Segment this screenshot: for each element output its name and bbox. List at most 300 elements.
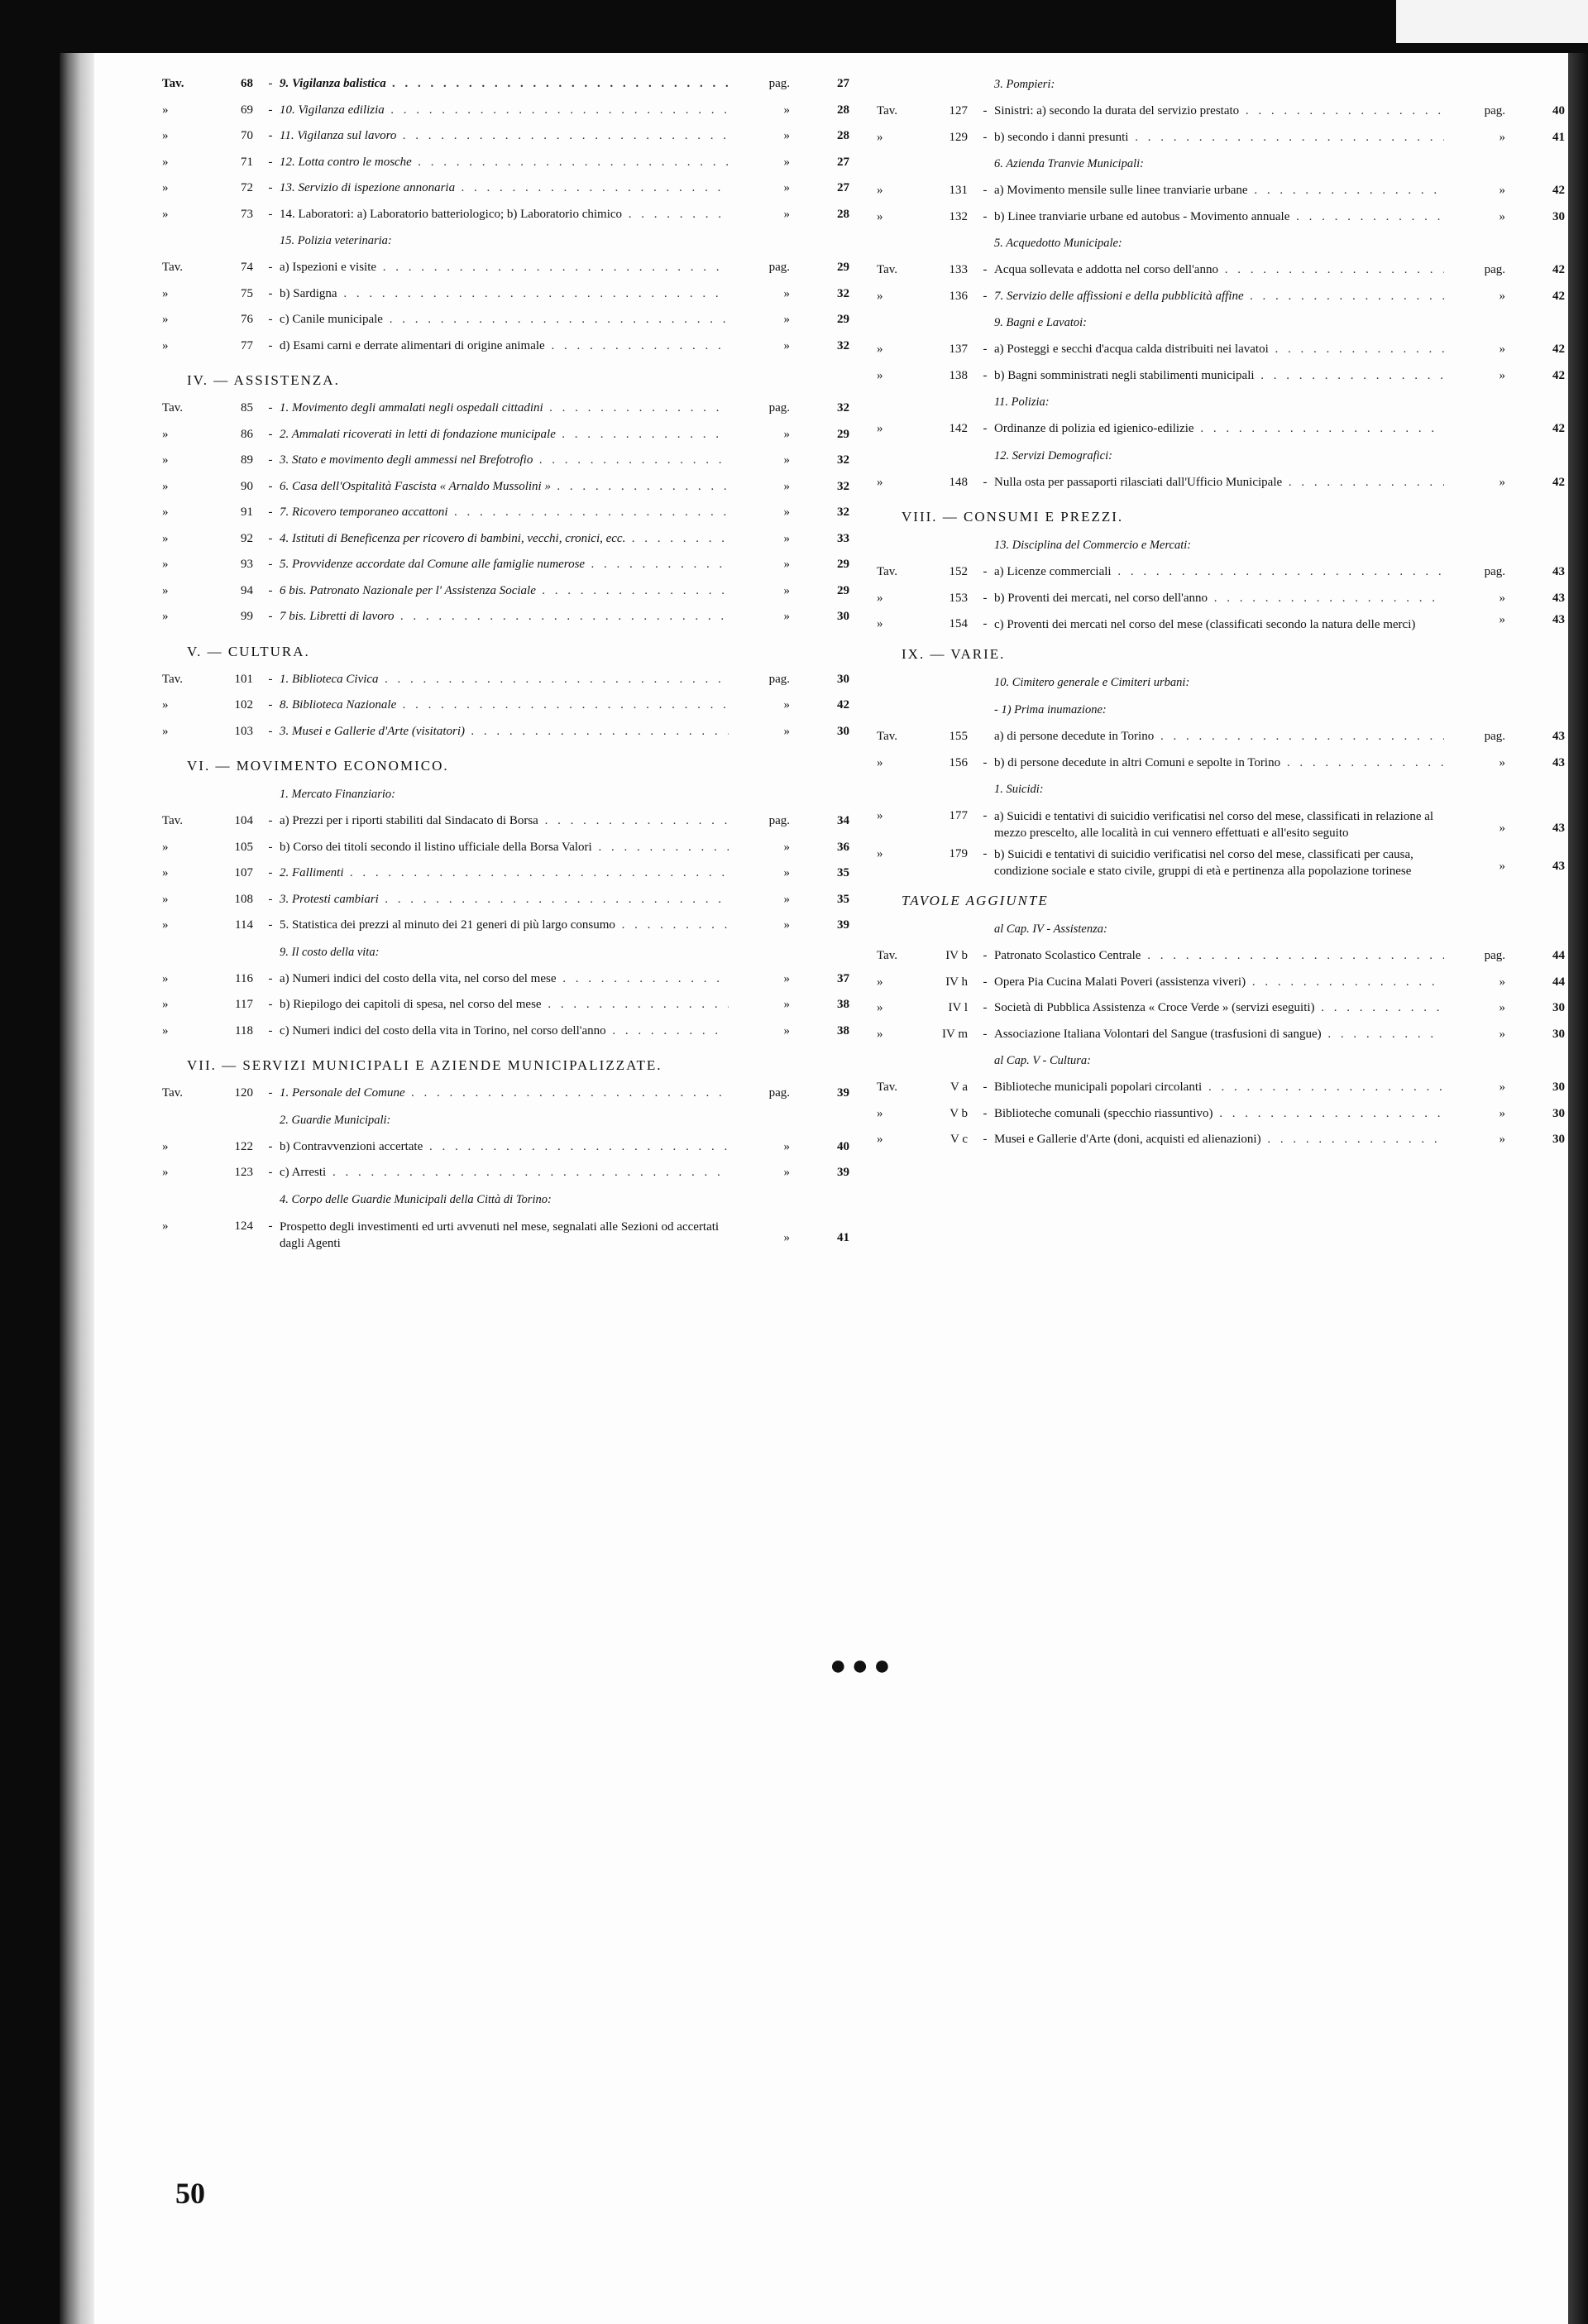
subsection-heading: 10. Cimitero generale e Cimiteri urbani:	[994, 676, 1190, 689]
table-label: »	[877, 184, 883, 197]
subsection-heading: 2. Guardie Municipali:	[280, 1113, 391, 1127]
page-reference: 29	[837, 558, 849, 571]
page-label: pag.	[1484, 565, 1505, 578]
page-label: »	[1499, 1133, 1505, 1146]
entry-title: 3. Stato e movimento degli ammessi nel Brefotrofio . . .	[280, 448, 729, 474]
entry-title: a) Posteggi e secchi d'acqua calda distribuiti nei lavatoi . . .	[994, 337, 1444, 363]
table-number: 107	[234, 866, 253, 879]
index-entry	[162, 175, 853, 202]
subsection-heading: 6. Azienda Tranvie Municipali:	[994, 157, 1144, 170]
entry-title: a) Licenze commerciali . . .	[994, 559, 1444, 586]
page-label: »	[783, 155, 790, 169]
table-number: 85	[241, 401, 253, 414]
index-entry	[877, 611, 1568, 633]
separator-dash: -	[268, 724, 273, 738]
page-reference: 36	[837, 840, 849, 854]
index-entry	[877, 1101, 1568, 1128]
page-label: »	[783, 181, 790, 194]
page-label: »	[783, 724, 790, 738]
separator-dash: -	[268, 129, 273, 142]
index-entry	[162, 1134, 853, 1161]
table-number: 129	[949, 130, 968, 144]
page-label: »	[783, 892, 790, 906]
table-label: »	[162, 610, 169, 623]
subsection-heading: 3. Pompieri:	[994, 78, 1055, 91]
page-label: »	[1499, 368, 1505, 382]
index-entry	[162, 1160, 853, 1186]
table-label: »	[162, 1139, 169, 1153]
index-entry	[162, 1214, 853, 1252]
table-label: »	[877, 1133, 883, 1146]
page-reference: 30	[837, 610, 849, 623]
table-number: 89	[241, 453, 253, 467]
table-number: 101	[234, 672, 253, 686]
index-entry	[877, 1075, 1568, 1101]
entry-title: Biblioteche municipali popolari circolanti . . .	[994, 1075, 1444, 1101]
index-entry	[877, 995, 1568, 1022]
table-number: 68	[241, 77, 253, 90]
table-number: V a	[950, 1081, 968, 1094]
page-reference: 42	[1552, 422, 1565, 435]
table-label: »	[162, 103, 169, 117]
table-number: 72	[241, 181, 253, 194]
index-entry	[162, 604, 853, 630]
section-heading: IV. — ASSISTENZA.	[187, 372, 340, 388]
table-number: 154	[949, 617, 968, 630]
entry-title: b) Riepilogo dei capitoli di spesa, nel corso del mese . . .	[280, 992, 729, 1018]
page-label: »	[1499, 209, 1505, 223]
entry-title: Associazione Italiana Volontari del Sangue (trasfusioni di sangue) . . .	[994, 1022, 1444, 1048]
separator-dash: -	[268, 338, 273, 352]
table-label: »	[162, 1166, 169, 1179]
page-label: »	[783, 971, 790, 985]
table-label: Tav.	[877, 263, 898, 276]
entry-title: 6 bis. Patronato Nazionale per l' Assistenza Sociale . . .	[280, 578, 729, 605]
page-reference: 34	[837, 814, 849, 827]
page-reference: 32	[837, 401, 849, 414]
entry-title: 7. Servizio delle affissioni e della pubblicità affine . . .	[994, 284, 1444, 310]
table-number: 74	[241, 261, 253, 274]
subsection-heading: - 1) Prima inumazione:	[994, 703, 1107, 716]
page-reference: 32	[837, 338, 849, 352]
separator-dash: -	[268, 506, 273, 519]
entry-title: Opera Pia Cucina Malati Poveri (assistenza viveri) . . .	[994, 970, 1444, 996]
table-number: 136	[949, 289, 968, 303]
separator-dash: -	[983, 209, 988, 223]
page-reference: 41	[1552, 130, 1565, 144]
entry-title: b) Bagni somministrati negli stabilimenti municipali . . .	[994, 363, 1444, 390]
page-label: »	[783, 313, 790, 326]
page-reference: 35	[837, 892, 849, 906]
table-label: »	[162, 971, 169, 985]
separator-dash: -	[268, 610, 273, 623]
page-reference: 42	[837, 698, 849, 712]
table-number: 117	[235, 998, 253, 1011]
separator-dash: -	[983, 1106, 988, 1120]
index-entry	[162, 887, 853, 913]
index-entry	[877, 1022, 1568, 1048]
subsection-heading: 9. Il costo della vita:	[280, 945, 380, 959]
table-label: Tav.	[162, 77, 184, 90]
section-heading: TAVOLE AGGIUNTE	[902, 893, 1049, 908]
separator-dash: -	[268, 531, 273, 545]
page-label: »	[1499, 1027, 1505, 1041]
page-label: »	[1499, 343, 1505, 356]
index-entry	[162, 913, 853, 939]
table-label: »	[877, 847, 883, 860]
table-label: »	[162, 506, 169, 519]
index-entry	[162, 860, 853, 887]
entry-title: b) Contravvenzioni accertate . . .	[280, 1134, 729, 1161]
table-number: 93	[241, 558, 253, 571]
table-number: IV b	[945, 949, 968, 962]
separator-dash: -	[983, 565, 988, 578]
entry-title: Biblioteche comunali (specchio riassuntivo) . . .	[994, 1101, 1444, 1128]
page-reference: 38	[837, 998, 849, 1011]
entry-title: a) Prezzi per i riporti stabiliti dal Sindacato di Borsa . . .	[280, 808, 729, 835]
index-column-right	[877, 71, 1568, 1153]
index-entry	[877, 204, 1568, 231]
table-label: »	[877, 591, 883, 605]
index-entry	[162, 422, 853, 448]
page-reference: 32	[837, 453, 849, 467]
page-reference: 30	[1552, 1133, 1565, 1146]
entry-title: Sinistri: a) secondo la durata del servizio prestato . . .	[994, 98, 1444, 125]
separator-dash: -	[268, 313, 273, 326]
table-number: 69	[241, 103, 253, 117]
entry-title: 12. Lotta contro le mosche . . .	[280, 150, 729, 176]
table-number: 133	[949, 263, 968, 276]
page-reference: 38	[837, 1023, 849, 1037]
page-label: »	[783, 698, 790, 712]
page-reference: 43	[1552, 591, 1565, 605]
scan-left-border	[0, 53, 60, 2324]
subsection-heading: 5. Acquedotto Municipale:	[994, 237, 1122, 250]
page-label: »	[783, 453, 790, 467]
index-entry	[162, 448, 853, 474]
table-label: »	[162, 892, 169, 906]
entry-title: 7 bis. Libretti di lavoro . . .	[280, 604, 729, 630]
table-label: »	[877, 130, 883, 144]
table-number: 148	[949, 475, 968, 489]
page-label: »	[1499, 612, 1505, 626]
entry-title: Musei e Gallerie d'Arte (doni, acquisti ed alienazioni) . . .	[994, 1127, 1444, 1153]
separator-dash: -	[268, 427, 273, 441]
subsection-heading: 11. Polizia:	[994, 395, 1050, 409]
index-entry	[162, 98, 853, 124]
page-label: »	[783, 918, 790, 932]
table-number: 120	[234, 1086, 253, 1100]
separator-dash: -	[983, 263, 988, 276]
page-reference: 29	[837, 261, 849, 274]
page-label: »	[1499, 821, 1505, 835]
entry-title: Ordinanze di polizia ed igienico-edilizie . . .	[994, 416, 1444, 443]
table-number: 71	[241, 155, 253, 169]
separator-dash: -	[268, 892, 273, 906]
index-entry	[162, 966, 853, 993]
table-number: 138	[949, 368, 968, 382]
separator-dash: -	[983, 591, 988, 605]
entry-title: Nulla osta per passaporti rilasciati dall'Ufficio Municipale . . .	[994, 470, 1444, 496]
page-reference: 35	[837, 866, 849, 879]
page-label: pag.	[768, 814, 790, 827]
separator-dash: -	[268, 181, 273, 194]
index-entry	[877, 363, 1568, 390]
separator-dash: -	[268, 453, 273, 467]
page-reference: 33	[837, 531, 849, 545]
separator-dash: -	[983, 422, 988, 435]
page-label: »	[783, 998, 790, 1011]
separator-dash: -	[268, 672, 273, 686]
entry-title: Patronato Scolastico Centrale . . .	[994, 943, 1444, 970]
index-entry	[162, 835, 853, 861]
separator-dash: -	[983, 368, 988, 382]
table-label: »	[162, 129, 169, 142]
page-reference: 44	[1552, 975, 1565, 989]
entry-title: 14. Laboratori: a) Laboratorio batteriologico; b) Laboratorio chimico . . .	[280, 202, 729, 228]
separator-dash: -	[983, 755, 988, 769]
entry-title: 5. Provvidenze accordate dal Comune alle famiglie numerose . . .	[280, 552, 729, 578]
table-label: »	[162, 918, 169, 932]
separator-dash: -	[268, 286, 273, 300]
entry-title: b) Sardigna . . .	[280, 281, 729, 308]
page-reference: 39	[837, 918, 849, 932]
table-label: »	[162, 286, 169, 300]
entry-title: b) Suicidi e tentativi di suicidio verificatisi nel corso del mese, classificati per causa, condizione sociale e stato civile, gruppi di età e pertinenza alla popolazione torinese	[994, 848, 1413, 878]
index-entry	[162, 474, 853, 501]
page-reference: 43	[1552, 612, 1565, 626]
separator-dash: -	[268, 1166, 273, 1179]
entry-title: 4. Istituti di Beneficenza per ricovero di bambini, vecchi, cronici, ecc. . . .	[280, 526, 729, 553]
page-reference: 30	[1552, 1001, 1565, 1014]
page-label: »	[783, 558, 790, 571]
table-number: 70	[241, 129, 253, 142]
entry-title: Società di Pubblica Assistenza « Croce Verde » (servizi eseguiti) . . .	[994, 995, 1444, 1022]
table-label: Tav.	[877, 1081, 898, 1094]
page-number: 50	[175, 2177, 205, 2210]
subsection-heading: 15. Polizia veterinaria:	[280, 234, 392, 247]
index-entry	[877, 284, 1568, 310]
page-reference: 30	[1552, 1027, 1565, 1041]
index-entry	[877, 337, 1568, 363]
page-reference: 40	[1552, 104, 1565, 117]
separator-dash: -	[268, 1219, 273, 1233]
page-reference: 39	[837, 1086, 849, 1100]
index-entry	[162, 395, 853, 422]
page-reference: 42	[1552, 343, 1565, 356]
separator-dash: -	[268, 918, 273, 932]
page-label: »	[1499, 475, 1505, 489]
page-reference: 43	[1552, 730, 1565, 743]
page-reference: 39	[837, 1166, 849, 1179]
page-reference: 28	[837, 207, 849, 221]
table-number: 177	[949, 809, 968, 822]
separator-dash: -	[268, 971, 273, 985]
entry-title: Prospetto degli investimenti ed urti avvenuti nel mese, segnalati alle Sezioni od accertati dagli Agenti	[280, 1220, 720, 1250]
table-number: 92	[241, 531, 253, 545]
entry-title: 3. Musei e Gallerie d'Arte (visitatori) . . .	[280, 719, 729, 745]
separator-dash: -	[983, 975, 988, 989]
page-label: pag.	[768, 261, 790, 274]
table-label: »	[877, 475, 883, 489]
page-reference: 42	[1552, 289, 1565, 303]
table-label: »	[162, 698, 169, 712]
table-label: Tav.	[162, 672, 184, 686]
table-label: »	[877, 1106, 883, 1120]
table-number: IV l	[948, 1001, 968, 1014]
index-entry	[162, 150, 853, 176]
page-reference: 29	[837, 427, 849, 441]
table-number: 90	[241, 479, 253, 493]
separator-dash: -	[983, 475, 988, 489]
index-entry	[877, 98, 1568, 125]
table-label: »	[162, 840, 169, 854]
index-entry	[877, 178, 1568, 204]
section-heading: V. — CULTURA.	[187, 643, 310, 659]
page-label: pag.	[1484, 949, 1505, 962]
page-label: »	[783, 207, 790, 221]
entry-title: 5. Statistica dei prezzi al minuto dei 21 generi di più largo consumo . . .	[280, 913, 729, 939]
table-label: Tav.	[162, 261, 184, 274]
entry-title: 1. Movimento degli ammalati negli ospedali cittadini . . .	[280, 395, 729, 422]
page-label: pag.	[768, 672, 790, 686]
page-label: pag.	[1484, 104, 1505, 117]
page-reference: 42	[1552, 368, 1565, 382]
table-label: »	[162, 558, 169, 571]
table-label: »	[877, 209, 883, 223]
table-label: »	[877, 1001, 883, 1014]
index-entry	[877, 841, 1568, 879]
table-number: 104	[234, 814, 253, 827]
entry-title: d) Esami carni e derrate alimentari di origine animale . . .	[280, 333, 729, 360]
page-label: »	[783, 286, 790, 300]
entry-title: 1. Biblioteca Civica . . .	[280, 667, 729, 693]
table-label: »	[162, 155, 169, 169]
table-label: »	[162, 427, 169, 441]
book-spine-shadow	[60, 53, 94, 2324]
table-label: »	[877, 1027, 883, 1041]
index-entry	[877, 416, 1568, 443]
entry-title: c) Arresti . . .	[280, 1160, 729, 1186]
page-reference: 42	[1552, 475, 1565, 489]
subsection-heading: 1. Suicidi:	[994, 783, 1044, 796]
page-reference: 27	[837, 77, 849, 90]
page-reference: 30	[837, 724, 849, 738]
scan-corner	[1396, 0, 1588, 43]
page-label: »	[1499, 591, 1505, 605]
table-label: »	[162, 338, 169, 352]
separator-dash: -	[268, 103, 273, 117]
separator-dash: -	[268, 479, 273, 493]
table-number: 116	[235, 971, 253, 985]
table-number: 127	[949, 104, 968, 117]
table-label: »	[877, 617, 883, 630]
page-reference: 32	[837, 286, 849, 300]
table-label: »	[162, 479, 169, 493]
table-label: »	[162, 583, 169, 597]
entry-title: a) di persone decedute in Torino . . .	[994, 724, 1444, 750]
page-reference: 28	[837, 103, 849, 117]
table-number: 153	[949, 591, 968, 605]
entry-title: b) Proventi dei mercati, nel corso dell'anno . . .	[994, 586, 1444, 612]
table-label: »	[877, 809, 883, 822]
entry-title: b) Linee tranviarie urbane ed autobus - Movimento annuale . . .	[994, 204, 1444, 231]
table-number: 137	[949, 343, 968, 356]
page-label: »	[783, 531, 790, 545]
table-label: Tav.	[877, 565, 898, 578]
separator-dash: -	[268, 1086, 273, 1100]
table-number: V b	[949, 1106, 968, 1120]
page-reference: 44	[1552, 949, 1565, 962]
index-entry	[162, 808, 853, 835]
section-heading: IX. — VARIE.	[902, 646, 1006, 662]
entry-title: c) Proventi dei mercati nel corso del mese (classificati secondo la natura delle merci)	[994, 618, 1416, 631]
table-number: 156	[949, 755, 968, 769]
page-reference: 43	[1552, 755, 1565, 769]
separator-dash: -	[268, 401, 273, 414]
section-heading: VIII. — CONSUMI E PREZZI.	[902, 509, 1124, 525]
separator-dash: -	[983, 289, 988, 303]
page-reference: 40	[837, 1139, 849, 1153]
entry-title: 2. Fallimenti . . .	[280, 860, 729, 887]
table-number: 105	[234, 840, 253, 854]
table-number: 124	[234, 1219, 253, 1233]
separator-dash: -	[983, 184, 988, 197]
table-number: 152	[949, 565, 968, 578]
separator-dash: -	[983, 1027, 988, 1041]
page-label: »	[783, 129, 790, 142]
separator-dash: -	[983, 617, 988, 630]
separator-dash: -	[268, 558, 273, 571]
table-number: 179	[949, 847, 968, 860]
page-label: »	[783, 479, 790, 493]
table-number: 118	[235, 1023, 253, 1037]
table-label: »	[162, 531, 169, 545]
page-label: »	[783, 338, 790, 352]
table-number: V c	[950, 1133, 968, 1146]
page-reference: 28	[837, 129, 849, 142]
page-reference: 42	[1552, 263, 1565, 276]
entry-title: b) Corso dei titoli secondo il listino ufficiale della Borsa Valori . . .	[280, 835, 729, 861]
page-reference: 32	[837, 506, 849, 519]
entry-title: 9. Vigilanza balistica . . .	[280, 71, 729, 98]
page-reference: 42	[1552, 184, 1565, 197]
page-reference: 29	[837, 313, 849, 326]
page-reference: 30	[1552, 209, 1565, 223]
index-entry	[162, 307, 853, 333]
table-label: »	[162, 453, 169, 467]
index-entry	[877, 257, 1568, 284]
page-label: »	[1499, 184, 1505, 197]
separator-dash: -	[983, 130, 988, 144]
index-entry	[162, 333, 853, 360]
separator-dash: -	[983, 104, 988, 117]
page-label: »	[783, 103, 790, 117]
table-number: 86	[241, 427, 253, 441]
page-label: »	[783, 866, 790, 879]
separator-dash: -	[268, 1023, 273, 1037]
page-label: »	[783, 1166, 790, 1179]
scan-right-border	[1568, 53, 1588, 2324]
separator-dash: -	[983, 809, 988, 822]
table-number: 75	[241, 286, 253, 300]
page-reference: 27	[837, 181, 849, 194]
page-reference: 27	[837, 155, 849, 169]
page-label: »	[783, 427, 790, 441]
index-entry	[877, 724, 1568, 750]
page-label: »	[1499, 755, 1505, 769]
table-number: 91	[241, 506, 253, 519]
